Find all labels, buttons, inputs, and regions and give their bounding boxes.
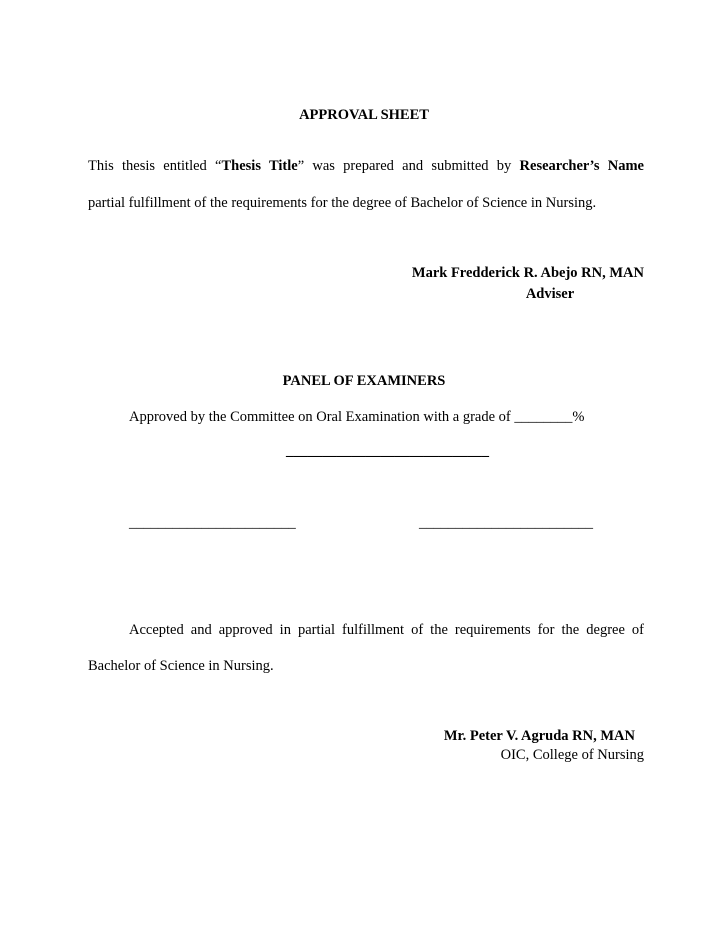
panel-heading: PANEL OF EXAMINERS — [282, 373, 446, 389]
thesis-title: Thesis Title — [221, 158, 298, 174]
intro-prefix: This thesis entitled “ — [88, 158, 222, 174]
adviser-role: Adviser — [525, 286, 575, 302]
intro-middle: ” was prepared and submitted by — [297, 158, 520, 174]
member-signature-line-left: _______________________ — [129, 515, 296, 531]
chair-signature-line: ____________________________ — [286, 443, 489, 459]
intro-line-2: partial fulfillment of the requirements for the degree of Bachelor of Science in Nursing. — [88, 195, 597, 211]
panel-approved-text: Approved by the Committee on Oral Examination with a grade of ________% — [129, 409, 585, 425]
oic-role: OIC, College of Nursing — [500, 747, 644, 763]
researcher-name: Researcher’s Name — [519, 158, 644, 174]
intro-line-1 — [88, 157, 644, 175]
member-signature-line-right: ________________________ — [419, 515, 593, 531]
adviser-name: Mark Fredderick R. Abejo RN, MAN — [411, 265, 644, 281]
acceptance-line-1: Accepted and approved in partial fulfillment of the requirements for the degree of — [129, 622, 644, 638]
page-title: APPROVAL SHEET — [299, 107, 429, 123]
acceptance-line-2: Bachelor of Science in Nursing. — [88, 658, 274, 674]
oic-name: Mr. Peter V. Agruda RN, MAN — [443, 728, 635, 744]
